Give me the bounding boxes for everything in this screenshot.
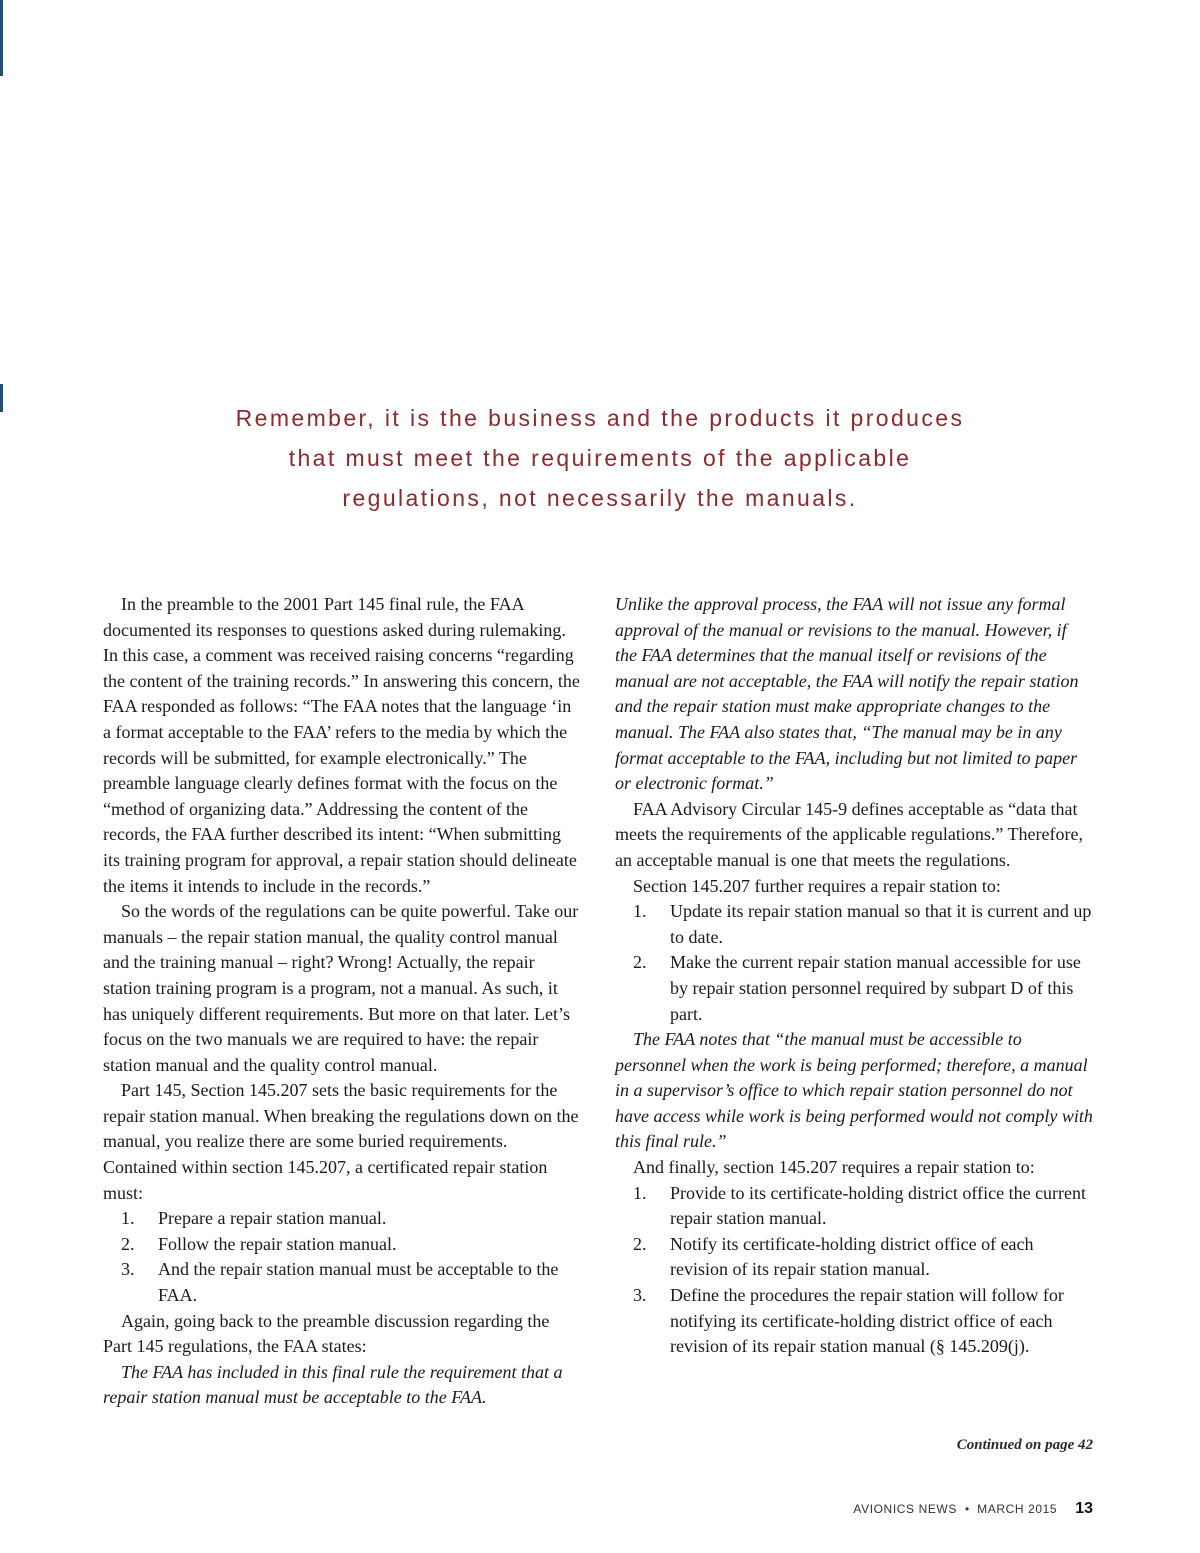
list-number: 2. <box>633 952 647 973</box>
pull-quote-line-2: that must meet the requirements of the applicable <box>288 445 912 471</box>
list-number: 2. <box>121 1233 135 1254</box>
list-item <box>103 1232 581 1258</box>
issue-date: MARCH 2015 <box>977 1502 1058 1516</box>
list-item <box>103 1206 581 1232</box>
update-requirements-list <box>615 899 1093 1027</box>
list-number: 2. <box>633 1233 647 1254</box>
list-text: Follow the repair station manual. <box>158 1233 397 1254</box>
list-number: 1. <box>121 1208 135 1229</box>
paragraph-faa-quote: The FAA has included in this final rule the requirement that a repair station manual must be acceptable to the FAA. <box>103 1361 563 1408</box>
paragraph-advisory-circular: FAA Advisory Circular 145-9 defines acceptable as “data that meets the requirements of the applicable regulations.” Therefore, an acceptable manual is one that meets the regulations. <box>615 798 1083 870</box>
list-text: Provide to its certificate-holding district office the current repair station manual. <box>670 1182 1087 1229</box>
list-item <box>615 950 1093 1027</box>
edge-mark-top <box>0 0 3 76</box>
paragraph-words-of-regulations: So the words of the regulations can be quite powerful. Take our manuals – the repair station manual, the quality control manual and the training manual – right? Wrong! Actually, the repair station training program is a program, not a manual. As such, it has uniquely different requirements. But more on that later. Let’s focus on the two manuals we are required to have: the repair station manual and the quality control manual. <box>103 901 579 1075</box>
list-text: Prepare a repair station manual. <box>158 1208 387 1229</box>
paragraph-approval-process: Unlike the approval process, the FAA will not issue any formal approval of the manual or revisions to the manual. However, if the FAA determines that the manual itself or revisions of the manual are not acceptable, the FAA will notify the repair station and the repair station must make appropriate changes to the manual. The FAA also states that, “The manual may be in any format acceptable to the FAA, including but not limited to paper or electronic format.” <box>615 594 1079 794</box>
edge-mark-middle <box>0 384 3 412</box>
list-item <box>615 1283 1093 1360</box>
paragraph-section-145-207: Part 145, Section 145.207 sets the basic requirements for the repair station manual. When breaking the regulations down on the manual, you realize there are some buried requirements. Contained within section 145.207, a certificated repair station must: <box>103 1080 579 1203</box>
paragraph-finally: And finally, section 145.207 requires a repair station to: <box>633 1157 1035 1178</box>
right-column <box>615 592 1093 1360</box>
page-footer <box>760 1500 1093 1518</box>
notification-requirements-list <box>615 1181 1093 1360</box>
paragraph-preamble: In the preamble to the 2001 Part 145 final rule, the FAA documented its responses to questions asked during rulemaking. In this case, a comment was received raising concerns “regarding the content of the training records.” In answering this concern, the FAA responded as follows: “The FAA notes that the language ‘in a format acceptable to the FAA’ refers to the media by which the records will be submitted, for example electronically.” The preamble language clearly defines format with the focus on the “method of organizing data.” Addressing the content of the records, the FAA further described its intent: “When submitting its training program for approval, a repair station should delineate the items it intends to include in the records.” <box>103 594 580 896</box>
list-text: Define the procedures the repair station will follow for notifying its certificate-holding district office of each revision of its repair station manual (§ 145.209(j). <box>670 1285 1064 1357</box>
requirements-list <box>103 1206 581 1308</box>
list-item <box>615 1181 1093 1232</box>
list-number: 1. <box>633 901 647 922</box>
list-text: Update its repair station manual so that it is current and up to date. <box>670 901 1092 947</box>
list-number: 1. <box>633 1182 647 1203</box>
list-number: 3. <box>633 1285 647 1306</box>
publication-name: AVIONICS NEWS <box>853 1502 957 1516</box>
paragraph-accessible-quote: The FAA notes that “the manual must be accessible to personnel when the work is being performed; therefore, a manual in a supervisor’s office to which repair station personnel do not have access while work is being performed would not comply with this final rule.” <box>615 1029 1093 1152</box>
pull-quote-line-3: regulations, not necessarily the manuals. <box>342 485 858 511</box>
paragraph-further-requires: Section 145.207 further requires a repair station to: <box>633 875 1001 896</box>
footer-separator: • <box>964 1502 970 1516</box>
page-number: 13 <box>1075 1500 1093 1517</box>
list-item <box>615 899 1093 950</box>
left-column <box>103 592 581 1411</box>
list-text: Notify its certificate-holding district office of each revision of its repair station manual. <box>670 1233 1034 1280</box>
list-text: And the repair station manual must be acceptable to the FAA. <box>158 1259 559 1306</box>
pull-quote <box>150 398 1050 518</box>
pull-quote-line-1: Remember, it is the business and the products it produces <box>235 405 965 431</box>
list-item <box>103 1257 581 1308</box>
list-item <box>615 1232 1093 1283</box>
continued-note: Continued on page 42 <box>956 1437 1093 1453</box>
paragraph-again: Again, going back to the preamble discussion regarding the Part 145 regulations, the FAA states: <box>103 1310 550 1357</box>
list-text: Make the current repair station manual accessible for use by repair station personnel required by subpart D of this part. <box>670 952 1081 1024</box>
list-number: 3. <box>121 1259 135 1280</box>
